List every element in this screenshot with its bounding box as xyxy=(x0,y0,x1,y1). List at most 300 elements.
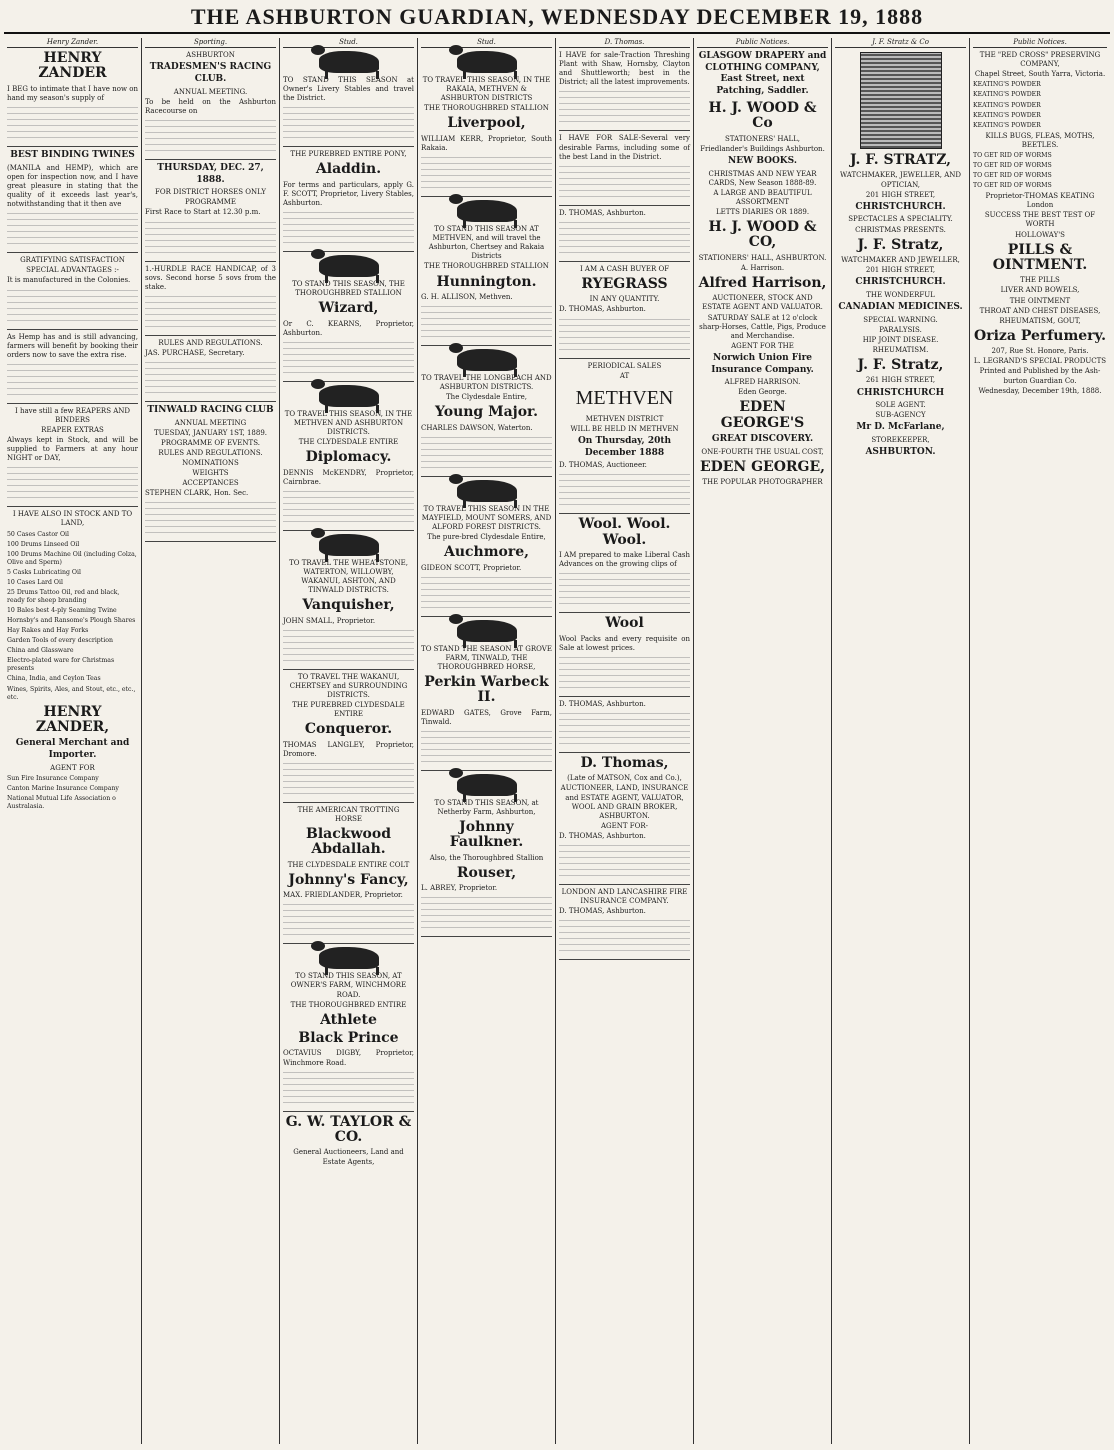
ad-heading: THE POPULAR PHOTOGRAPHER xyxy=(702,478,823,487)
list-item: Hay Rakes and Hay Forks xyxy=(7,627,89,635)
ad-heading: THE PUREBRED CLYDESDALE ENTIRE xyxy=(292,701,405,719)
ad-heading: AUCTIONEER, LAND, INSURANCE and ESTATE AGENT, VALUATOR, WOOL AND GRAIN BROKER, ASHBURTON. xyxy=(560,784,689,820)
ad-divider xyxy=(421,196,552,197)
ad-heading: Vanquisher, xyxy=(302,597,395,614)
ad-heading: Also, the Thoroughbred Stallion xyxy=(429,853,544,862)
list-item: TO GET RID OF WORMS xyxy=(973,161,1052,169)
ad-heading: On Thursday, 20th December 1888 xyxy=(577,435,672,458)
ad-heading: CHRISTMAS PRESENTS. xyxy=(855,225,946,234)
horse-illustration-icon xyxy=(457,480,517,502)
ad-divider xyxy=(145,335,276,336)
ad-heading: A. Harrison. xyxy=(740,263,785,272)
ad-heading: A LARGE AND BEAUTIFUL ASSORTMENT xyxy=(713,188,812,206)
column-header: Public Notices. xyxy=(973,38,1107,48)
list-item: Electro-plated ware for Christmas presents xyxy=(7,657,115,673)
list-item: KEATING'S POWDER xyxy=(973,111,1041,119)
body-text-block xyxy=(421,729,552,767)
ad-heading: AUCTIONEER, STOCK AND ESTATE AGENT AND VALUATOR. xyxy=(702,294,823,312)
ad-divider xyxy=(559,959,690,960)
ad-heading: General Merchant and Importer. xyxy=(15,738,130,761)
ad-text: D. THOMAS, Ashburton. xyxy=(559,305,646,314)
ad-text: WILLIAM KERR, Proprietor, South Rakaia. xyxy=(421,134,552,152)
ad-text: L. ABREY, Proprietor. xyxy=(421,884,498,893)
ad-text: 1.-HURDLE RACE HANDICAP, of 3 sovs. Second horse 5 sovs from the stake. xyxy=(145,264,276,291)
ad-heading: ONE-FOURTH THE USUAL COST, xyxy=(701,447,824,456)
ad-heading: HENRY ZANDER xyxy=(38,50,107,82)
ad-heading: Blackwood Abdallah. xyxy=(306,825,391,858)
ad-heading: TO STAND THE SEASON AT GROVE FARM, TINWALD, THE THOROUGHBRED HORSE, xyxy=(421,644,552,671)
ad-heading: HENRY ZANDER, xyxy=(35,703,110,736)
list-item: Sun Fire Insurance Company xyxy=(7,774,99,782)
ad-heading: J. F. STRATZ, xyxy=(849,152,952,169)
ad-heading: TO TRAVEL THE WHEATSTONE, WATERTON, WILLOWBY, WAKANUI, ASHTON, AND TINWALD DISTRICTS. xyxy=(289,558,408,595)
body-text-block xyxy=(559,655,690,693)
ad-heading: SPECIAL WARNING. xyxy=(863,315,938,324)
column-7 xyxy=(832,38,970,1444)
ad-heading: IN ANY QUANTITY. xyxy=(589,295,660,304)
clock-illustration-icon xyxy=(860,52,942,149)
ad-heading: TRADESMEN'S RACING CLUB. xyxy=(149,62,272,84)
ad-heading: Aladdin. xyxy=(315,161,382,178)
ad-heading: TINWALD RACING CLUB xyxy=(147,404,274,415)
horse-illustration-icon xyxy=(319,947,379,969)
ad-heading: Diplomacy. xyxy=(305,449,392,466)
ad-divider xyxy=(283,381,414,382)
ad-heading: EDEN GEORGE'S xyxy=(720,399,805,431)
ad-heading: RHEUMATISM, GOUT, xyxy=(999,316,1081,325)
list-item: National Mutual Life Association o Australasia. xyxy=(7,795,116,811)
ad-heading: TO STAND THIS SEASON, at Netherby Farm, Ashburton, xyxy=(434,798,539,816)
ad-divider xyxy=(7,506,138,507)
body-text-block xyxy=(559,220,690,258)
ad-heading: SATURDAY SALE at 12 o'clock sharp-Horses, Cattle, Pigs, Produce and Merchandise. xyxy=(699,313,826,340)
ad-divider xyxy=(559,358,690,359)
body-text-block xyxy=(421,155,552,193)
ad-heading: FOR DISTRICT HORSES ONLY xyxy=(155,188,266,197)
ad-heading: Auchmore, xyxy=(443,544,530,561)
item-list xyxy=(973,81,1107,129)
ad-heading: ASHBURTON xyxy=(186,51,235,60)
list-item: Garden Tools of every description xyxy=(7,637,113,645)
ad-heading: STATIONERS' HALL, ASHBURTON. xyxy=(698,253,827,262)
ad-heading: 207, Rue St. Honore, Paris. xyxy=(991,347,1089,356)
ad-heading: STATIONERS' HALL, xyxy=(724,134,801,143)
column-8 xyxy=(970,38,1110,1444)
ad-heading: ACCEPTANCES xyxy=(182,479,239,488)
ad-text: First Race to Start at 12.30 p.m. xyxy=(145,208,261,217)
ad-heading: SUCCESS THE BEST TEST OF WORTH xyxy=(984,211,1096,229)
ad-heading: TO TRAVEL THIS SEASON, IN THE METHVEN AND ASHBURTON DISTRICTS. xyxy=(284,409,413,437)
ad-heading: PROGRAMME xyxy=(184,198,237,207)
ad-text: D. THOMAS, Ashburton. xyxy=(559,831,646,840)
ad-text: Wool Packs and every requisite on Sale at lowest prices. xyxy=(559,634,690,652)
body-text-block xyxy=(421,435,552,473)
ad-heading: AGENT FOR THE xyxy=(731,341,794,350)
ad-heading: TO TRAVEL THIS SEASON, IN THE RAKAIA, METHVEN & ASHBURTON DISTRICTS xyxy=(422,76,551,103)
body-text-block xyxy=(7,105,138,143)
body-text-block xyxy=(145,360,276,398)
ad-heading: Norwich Union Fire Insurance Company. xyxy=(711,352,814,375)
horse-illustration-icon xyxy=(457,200,517,222)
column-header: Stud. xyxy=(283,38,414,48)
body-text-block xyxy=(559,89,690,127)
list-item: China and Glassware xyxy=(7,647,74,655)
ad-heading: AT xyxy=(619,371,630,380)
ad-text: D. THOMAS, Auctioneer. xyxy=(559,461,647,470)
ad-text: MAX. FRIEDLANDER, Proprietor. xyxy=(283,891,403,900)
ad-heading: J. F. Stratz, xyxy=(857,236,944,253)
list-item: 10 Bales best 4-ply Seaming Twine xyxy=(7,607,117,615)
ad-divider xyxy=(421,936,552,937)
ad-heading: PROGRAMME OF EVENTS. xyxy=(161,438,260,447)
ad-text: JOHN SMALL, Proprietor. xyxy=(283,616,376,625)
ad-divider xyxy=(7,403,138,404)
ad-heading: Johnny Faulkner. xyxy=(449,819,524,851)
ad-heading: CHRISTCHURCH. xyxy=(855,201,946,212)
ad-heading: HIP JOINT DISEASE. xyxy=(862,335,939,344)
ad-heading: SPECIAL ADVANTAGES :- xyxy=(26,266,119,275)
masthead-rule xyxy=(4,32,1110,34)
column-6 xyxy=(694,38,832,1444)
body-text-block xyxy=(283,210,414,248)
item-list xyxy=(7,531,138,702)
masthead-title: THE ASHBURTON GUARDIAN, WEDNESDAY DECEMBER 19, 1888 xyxy=(190,4,924,29)
ad-heading: I AM A CASH BUYER OF xyxy=(579,264,670,273)
column-1 xyxy=(4,38,142,1444)
body-text-block xyxy=(421,895,552,933)
column-header: Stud. xyxy=(421,38,552,48)
ad-divider xyxy=(145,541,276,542)
body-text-block xyxy=(283,105,414,143)
ad-heading: J. F. Stratz, xyxy=(857,357,944,374)
ad-heading: 261 HIGH STREET, xyxy=(865,376,936,385)
ad-heading: THE CLYDESDALE ENTIRE COLT xyxy=(287,860,410,869)
ad-heading: TO STAND THIS SEASON, THE THOROUGHBRED STALLION xyxy=(292,280,405,298)
ad-heading: GLASGOW DRAPERY and CLOTHING COMPANY, East Street, next Patching, Saddler. xyxy=(698,51,827,97)
ad-divider xyxy=(283,669,414,670)
ad-divider xyxy=(559,696,690,697)
ad-divider xyxy=(421,345,552,346)
ad-heading: The Clydesdale Entire, xyxy=(446,393,527,402)
body-text-block xyxy=(145,500,276,538)
ad-heading: REAPER EXTRAS xyxy=(41,425,104,434)
body-text-block xyxy=(421,575,552,613)
ad-heading: TO TRAVEL THIS SEASON IN THE MAYFIELD, MOUNT SOMERS, AND ALFORD FOREST DISTRICTS. xyxy=(421,504,552,531)
ad-heading: RHEUMATISM. xyxy=(872,345,929,354)
ad-heading: RYEGRASS xyxy=(581,275,668,292)
ad-divider xyxy=(283,1111,414,1112)
ad-text: I BEG to intimate that I have now on hand my season's supply of xyxy=(7,84,138,102)
ad-heading: SUB-AGENCY xyxy=(875,411,926,420)
list-item: Hornsby's and Ransome's Plough Shares xyxy=(7,617,136,625)
ad-divider xyxy=(145,159,276,160)
column-4 xyxy=(418,38,556,1444)
body-text-block xyxy=(283,1070,414,1108)
ad-heading: Perkin Warbeck II. xyxy=(424,673,549,706)
body-text-block xyxy=(7,362,138,400)
list-item: KEATING'S POWDER xyxy=(973,81,1041,89)
ad-heading: RULES AND REGULATIONS. xyxy=(158,448,263,457)
ad-heading: ALFRED HARRISON. xyxy=(724,378,801,387)
ad-heading: THE PILLS xyxy=(1020,276,1060,285)
ad-heading: RULES AND REGULATIONS. xyxy=(158,338,263,347)
ad-heading: STOREKEEPER, xyxy=(871,436,930,445)
column-header: D. Thomas. xyxy=(559,38,690,48)
list-item: China, India, and Ceylon Teas xyxy=(7,675,101,683)
ad-heading: LETTS DIARIES OR 1889. xyxy=(715,207,810,216)
ad-text: As Hemp has and is still advancing, farmers will benefit by booking their orders now to save the extra rise. xyxy=(7,332,138,359)
ad-heading: Chapel Street, South Yarra, Victoria. xyxy=(974,70,1106,79)
ad-heading: ANNUAL MEETING. xyxy=(173,87,248,96)
ad-heading: TO TRAVEL THE WAKANUI, CHERTSEY and SURROUNDING DISTRICTS. xyxy=(289,672,408,699)
body-text-block xyxy=(7,211,138,249)
ad-divider xyxy=(7,252,138,253)
horse-illustration-icon xyxy=(457,349,517,371)
list-item: 50 Cases Castor Oil xyxy=(7,530,70,538)
ad-heading: PARALYSIS. xyxy=(879,325,922,334)
ad-text: To be held on the Ashburton Racecourse on xyxy=(145,97,276,115)
ad-divider xyxy=(559,130,690,131)
ad-heading: Mr D. McFarlane, xyxy=(856,422,945,433)
body-text-block xyxy=(7,288,138,326)
ad-heading: AGENT FOR xyxy=(50,763,95,772)
column-header: Henry Zander. xyxy=(7,38,138,48)
body-text-block xyxy=(145,220,276,258)
ad-heading: Liverpool, xyxy=(447,115,526,132)
column-2 xyxy=(142,38,280,1444)
ad-text: I HAVE FOR SALE-Several very desirable Farms, including some of the best Land in the District. xyxy=(559,134,690,161)
ad-divider xyxy=(559,752,690,753)
ad-heading: CHRISTCHURCH. xyxy=(855,277,946,288)
ad-divider xyxy=(559,513,690,514)
body-text-block xyxy=(283,761,414,799)
ad-divider xyxy=(421,476,552,477)
ad-divider xyxy=(7,146,138,147)
list-item: TO GET RID OF WORMS xyxy=(973,151,1052,159)
ad-text: OCTAVIUS DIGBY, Proprietor, Winchmore Road. xyxy=(283,1049,414,1067)
ad-heading: METHVEN DISTRICT xyxy=(585,414,664,423)
ad-heading: THE CLYDESDALE ENTIRE xyxy=(298,438,399,447)
item-list xyxy=(7,775,138,811)
list-item: 100 Drums Linseed Oil xyxy=(7,540,80,548)
body-text-block xyxy=(559,711,690,749)
column-header: Public Notices. xyxy=(697,38,828,48)
ad-heading: THE THOROUGHBRED STALLION xyxy=(424,262,549,271)
ad-divider xyxy=(559,205,690,206)
ad-heading: WATCHMAKER, JEWELLER, AND OPTICIAN, xyxy=(839,171,962,189)
ad-heading: H. J. WOOD & CO, xyxy=(708,218,817,251)
ad-heading: SPECTACLES A SPECIALITY. xyxy=(848,215,953,224)
column-header: J. F. Stratz & Co xyxy=(835,38,966,48)
body-text-block xyxy=(421,304,552,342)
ad-heading: Wizard, xyxy=(318,300,379,317)
ad-heading: The pure-bred Clydesdale Entire, xyxy=(427,533,546,542)
ad-text: I HAVE for sale-Traction Threshing Plant with Shaw, Hornsby, Clayton and Shuttleworth; best in the District; all the latest improvements. xyxy=(559,51,690,87)
ad-text: DENNIS McKENDRY, Proprietor, Cairnbrae. xyxy=(283,468,414,486)
ad-heading: AGENT FOR- xyxy=(600,821,648,830)
horse-illustration-icon xyxy=(319,255,379,277)
ad-text: STEPHEN CLARK, Hon. Sec. xyxy=(145,489,249,498)
ad-heading: BEST BINDING TWINES xyxy=(10,150,135,161)
body-text-block xyxy=(145,294,276,332)
ad-heading: CHRISTMAS AND NEW YEAR CARDS, New Season 1888-89. xyxy=(708,169,817,187)
horse-illustration-icon xyxy=(457,51,517,73)
ad-heading: THE THOROUGHBRED ENTIRE xyxy=(290,1000,407,1009)
body-text-block xyxy=(283,340,414,378)
list-item: KEATING'S POWDER xyxy=(973,101,1041,109)
ad-divider xyxy=(559,261,690,262)
ad-heading: THE WONDERFUL xyxy=(866,290,935,299)
body-text-block xyxy=(283,489,414,527)
ad-heading: Printed and Published by the Ash- burton Guardian Co. xyxy=(979,367,1101,385)
ad-heading: THE PUREBRED ENTIRE PONY, xyxy=(290,150,407,159)
ad-heading: Young Major. xyxy=(434,404,539,421)
ad-heading: WEIGHTS xyxy=(192,469,229,478)
ad-heading: 201 HIGH STREET, xyxy=(865,266,936,275)
ad-heading: ASHBURTON. xyxy=(865,447,936,458)
ad-heading: THE "RED CROSS" PRESERVING COMPANY, xyxy=(979,51,1101,69)
ad-heading: ANNUAL MEETING xyxy=(174,418,247,427)
ad-divider xyxy=(283,802,414,803)
ad-heading: NOMINATIONS xyxy=(182,459,239,468)
ad-heading: Black Prince xyxy=(298,1030,399,1047)
ad-heading: SOLE AGENT. xyxy=(875,401,926,410)
ad-heading: THROAT AND CHEST DISEASES, xyxy=(979,306,1101,315)
ad-heading: TO TRAVEL THE LONGBEACH AND ASHBURTON DISTRICTS. xyxy=(421,374,552,392)
ad-heading: THE OINTMENT xyxy=(1009,296,1071,305)
body-text-block xyxy=(559,918,690,956)
ad-heading: 201 HIGH STREET, xyxy=(865,190,936,199)
ad-heading: KILLS BUGS, FLEAS, MOTHS, BEETLES. xyxy=(985,131,1095,149)
ad-divider xyxy=(7,329,138,330)
ad-text: (MANILA and HEMP), which are open for inspection now, and I have great pleasure in stating that the quality of it exceeds last year's, notwithstanding that it then ave xyxy=(7,163,138,209)
ad-heading: Oriza Perfumery. xyxy=(974,327,1106,344)
ad-heading: THE AMERICAN TROTTING HORSE xyxy=(297,805,400,823)
ad-heading: Friedlander's Buildings Ashburton. xyxy=(700,144,825,153)
ad-heading: Johnny's Fancy, xyxy=(288,871,409,888)
body-text-block xyxy=(283,902,414,940)
ad-heading: Athlete xyxy=(320,1011,377,1028)
ad-heading: Wool xyxy=(605,615,644,632)
ad-heading: L. LEGRAND'S SPECIAL PRODUCTS xyxy=(973,357,1107,366)
ad-divider xyxy=(559,612,690,613)
ad-heading: Conqueror. xyxy=(304,721,393,738)
ad-heading: CHRISTCHURCH xyxy=(856,387,945,398)
ad-heading: WILL BE HELD IN METHVEN xyxy=(570,424,679,433)
list-item: Canton Marine Insurance Company xyxy=(7,784,119,792)
ad-heading: Proprietor-THOMAS KEATING London xyxy=(985,192,1095,210)
list-item: 5 Casks Lubricating Oil xyxy=(7,568,81,576)
column-3 xyxy=(280,38,418,1444)
ad-text: D. THOMAS, Ashburton. xyxy=(559,208,646,217)
ad-heading: PERIODICAL SALES xyxy=(587,361,662,370)
ad-text: D. THOMAS, Ashburton. xyxy=(559,699,646,708)
horse-illustration-icon xyxy=(457,620,517,642)
list-item: KEATING'S POWDER xyxy=(973,121,1041,129)
ad-heading: TO STAND THIS SEASON AT METHVEN, and will travel the Ashburton, Chertsey and Rakaia Districts xyxy=(428,225,545,261)
ad-divider xyxy=(283,530,414,531)
body-text-block xyxy=(7,465,138,503)
ad-heading: METHVEN xyxy=(575,386,674,409)
ad-text: GIDEON SCOTT, Proprietor. xyxy=(421,563,522,572)
ad-heading: I have still a few REAPERS AND BINDERS xyxy=(14,406,131,424)
ad-heading: TO STAND THIS SEASON, AT OWNER'S FARM, WINCHMORE ROAD. xyxy=(290,972,407,999)
ad-heading: Wool. Wool. Wool. xyxy=(578,516,671,548)
ad-divider xyxy=(145,261,276,262)
ad-heading: CANADIAN MEDICINES. xyxy=(838,302,963,312)
ad-text: I AM prepared to make Liberal Cash Advances on the growing clips of xyxy=(559,551,690,569)
body-text-block xyxy=(283,628,414,666)
body-text-block xyxy=(559,164,690,202)
ad-text: TO STAND THIS SEASON at Owner's Livery Stables and travel the District. xyxy=(283,76,414,103)
ad-heading: LIVER AND BOWELS, xyxy=(1000,286,1080,295)
ad-heading: GRATIFYING SATISFACTION xyxy=(20,256,125,265)
ad-heading: THE THOROUGHBRED STALLION xyxy=(424,104,549,113)
ad-text: JAS. PURCHASE, Secretary. xyxy=(145,348,245,357)
ad-heading: D. Thomas, xyxy=(580,755,669,771)
ad-heading: LONDON AND LANCASHIRE FIRE INSURANCE COMPANY. xyxy=(561,888,688,906)
ad-heading: WATCHMAKER AND JEWELLER, xyxy=(841,256,960,265)
ad-text: THOMAS LANGLEY, Proprietor, Dromore. xyxy=(283,740,414,758)
body-text-block xyxy=(559,317,690,355)
ad-heading: I HAVE ALSO IN STOCK AND TO LAND, xyxy=(12,510,133,528)
body-text-block xyxy=(145,118,276,156)
column-5 xyxy=(556,38,694,1444)
ad-divider xyxy=(283,943,414,944)
ad-heading: TUESDAY, JANUARY 1ST, 1889. xyxy=(153,428,268,437)
ad-heading: (Late of MATSON, Cox and Co.), xyxy=(567,774,682,783)
columns-container xyxy=(4,38,1110,1444)
horse-illustration-icon xyxy=(319,51,379,73)
list-item: 10 Cases Lard Oil xyxy=(7,578,63,586)
ad-text: CHARLES DAWSON, Waterton. xyxy=(421,423,533,432)
ad-heading: General Auctioneers, Land and Estate Agents, xyxy=(293,1148,404,1166)
ad-heading: Alfred Harrison, xyxy=(698,274,827,291)
ad-heading: NEW BOOKS. xyxy=(728,155,797,166)
list-item: Wines, Spirits, Ales, and Stout, etc., etc., etc. xyxy=(7,685,136,701)
ad-text: G. H. ALLISON, Methven. xyxy=(421,292,513,301)
list-item: TO GET RID OF WORMS xyxy=(973,182,1052,190)
ad-heading: Eden George. xyxy=(738,388,787,397)
horse-illustration-icon xyxy=(319,385,379,407)
body-text-block xyxy=(559,472,690,510)
ad-heading: Wednesday, December 19th, 1888. xyxy=(978,386,1102,395)
horse-illustration-icon xyxy=(457,774,517,796)
body-text-block xyxy=(559,571,690,609)
ad-text: For terms and particulars, apply G. F. SCOTT, Proprietor, Livery Stables, Ashburton. xyxy=(283,180,414,208)
ad-heading: THURSDAY, DEC. 27, 1888. xyxy=(157,162,264,185)
ad-divider xyxy=(559,884,690,885)
ad-text: EDWARD GATES, Grove Farm, Tinwald. xyxy=(421,708,552,726)
ad-heading: G. W. TAYLOR & CO. xyxy=(285,1113,412,1146)
item-list xyxy=(973,152,1107,190)
ad-text: Always kept in Stock, and will be supplied to Farmers at any hour NIGHT or DAY, xyxy=(7,436,138,463)
ad-heading: EDEN GEORGE, xyxy=(699,459,826,476)
body-text-block xyxy=(559,843,690,881)
ad-heading: GREAT DISCOVERY. xyxy=(711,434,814,445)
ad-heading: H. J. WOOD & Co xyxy=(708,99,817,132)
ad-heading: Hunnington. xyxy=(436,273,537,290)
list-item: 25 Drums Tattoo Oil, red and black, ready for sheep branding xyxy=(7,588,120,604)
ad-divider xyxy=(145,401,276,402)
list-item: KEATING'S POWDER xyxy=(973,91,1041,99)
horse-illustration-icon xyxy=(319,534,379,556)
list-item: TO GET RID OF WORMS xyxy=(973,172,1052,179)
ad-heading: HOLLOWAY'S xyxy=(1015,230,1065,239)
ad-heading: Rouser, xyxy=(456,864,517,881)
ad-text: Or C. KEARNS, Proprietor, Ashburton. xyxy=(283,319,414,337)
ad-divider xyxy=(283,251,414,252)
